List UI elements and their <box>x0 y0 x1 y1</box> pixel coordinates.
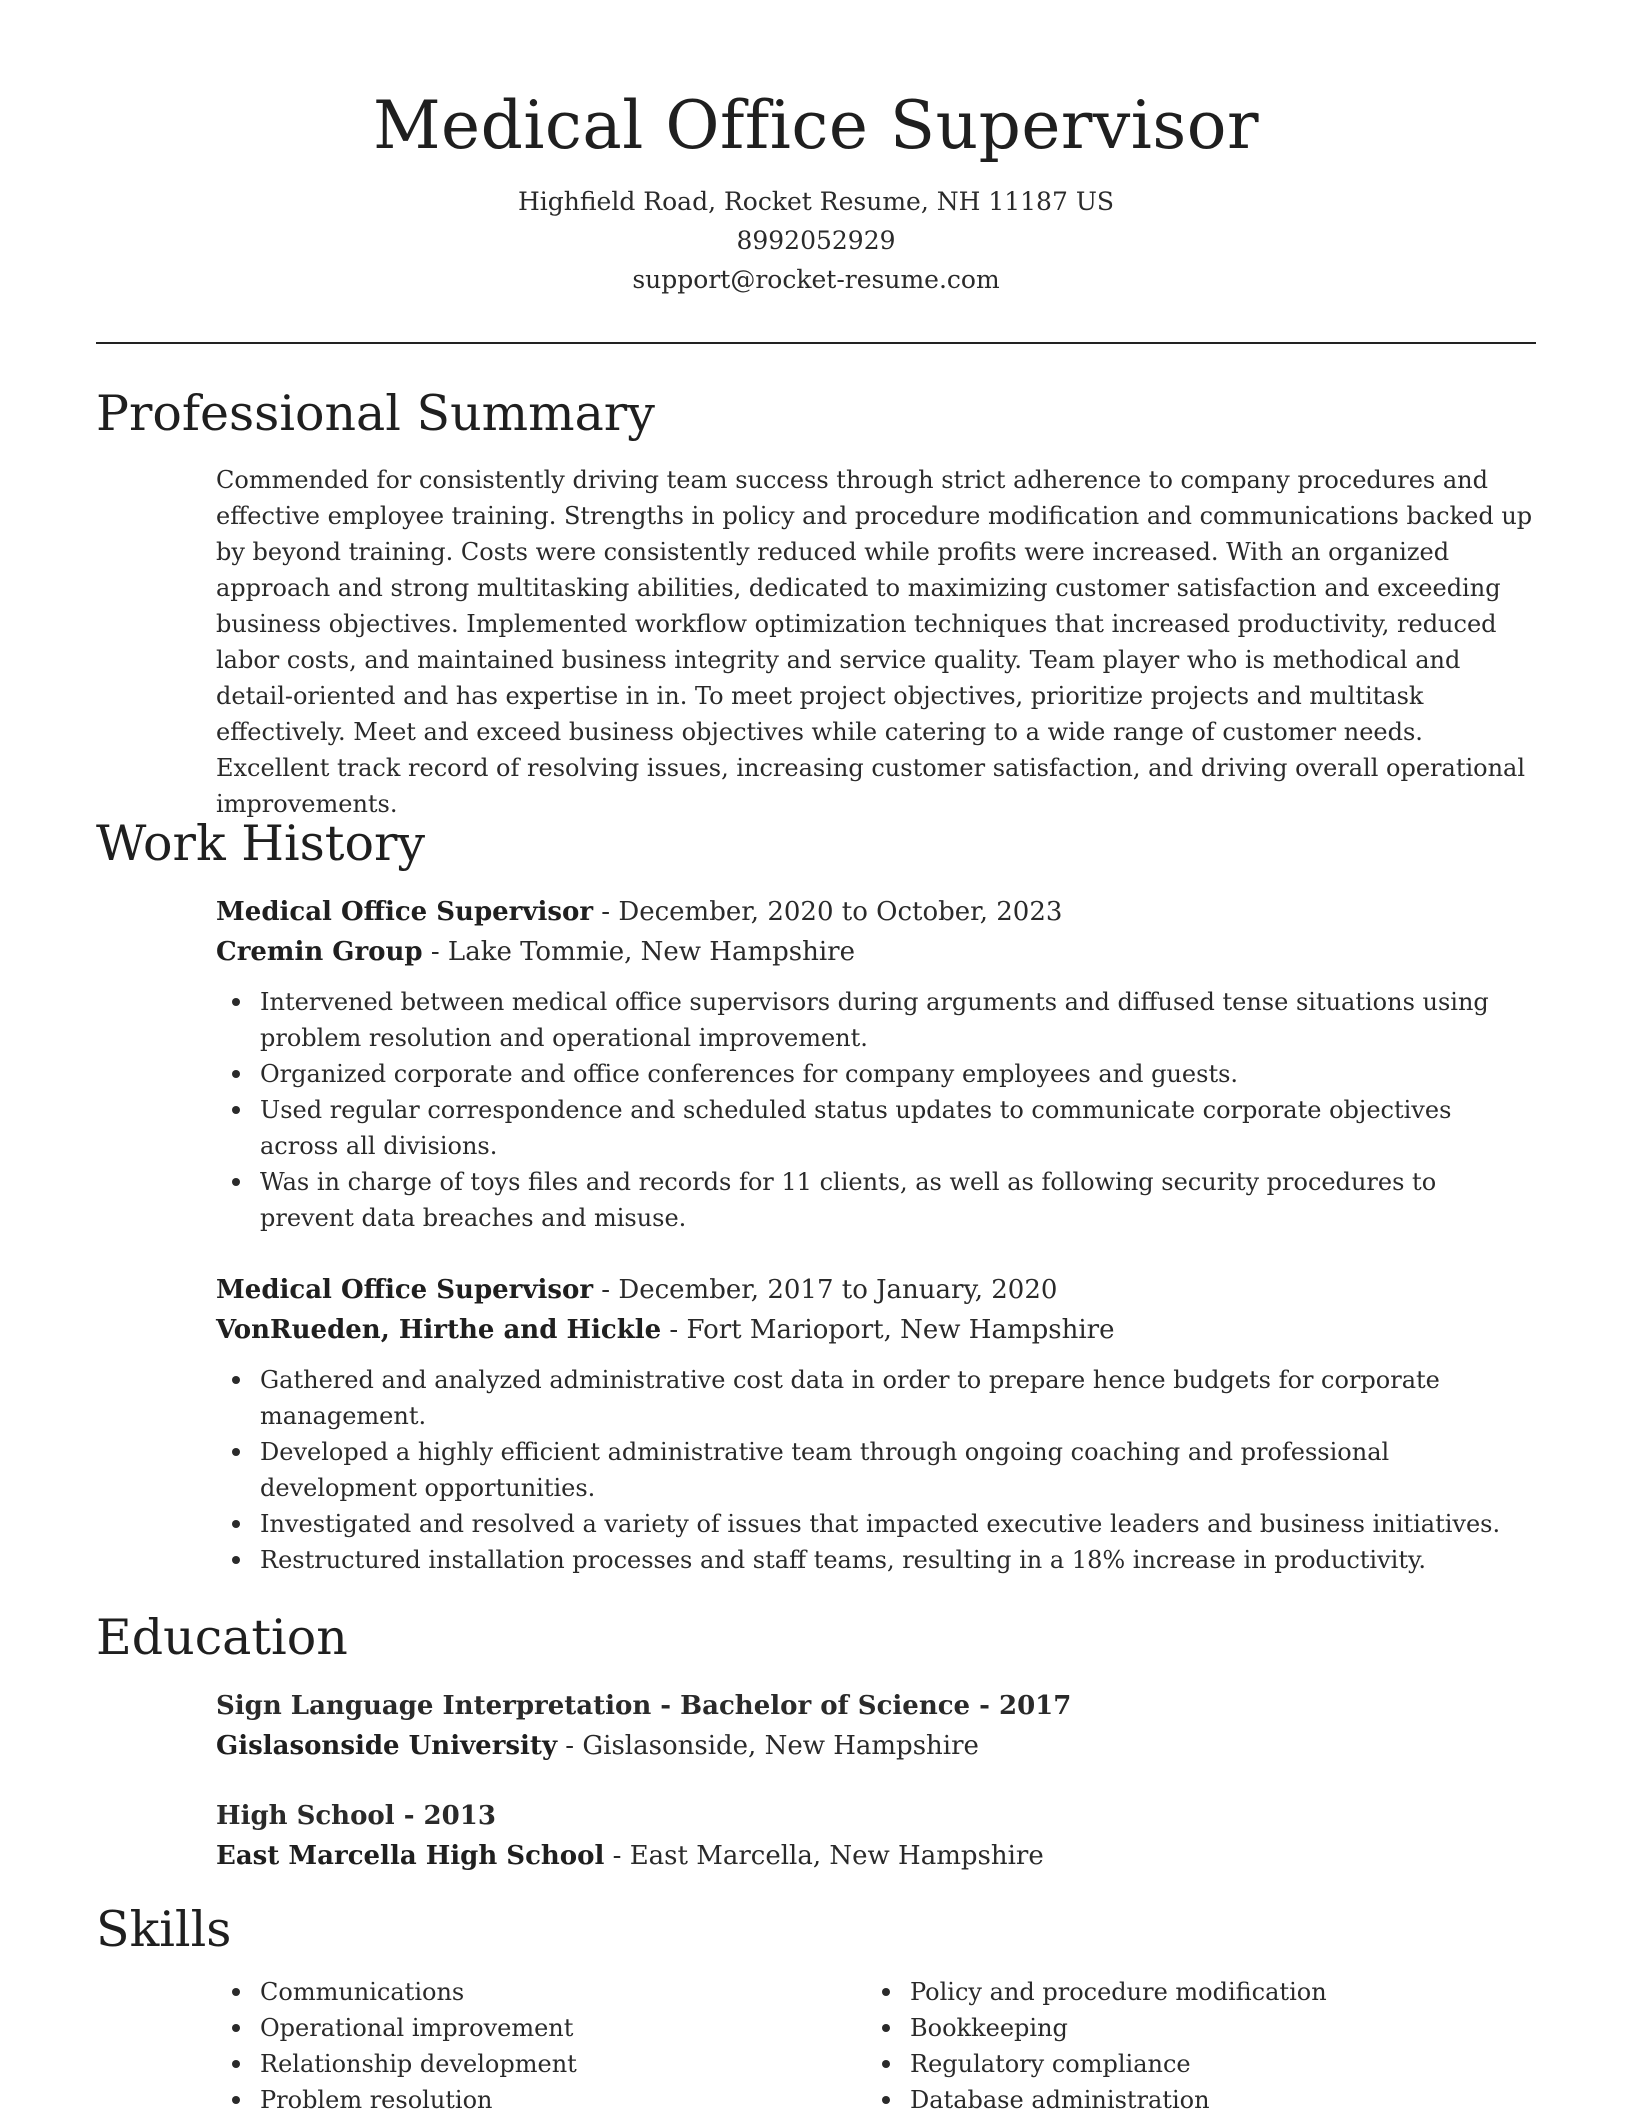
job-company-line <box>216 1310 1536 1350</box>
bullet-icon <box>232 1178 240 1186</box>
job-title-line <box>216 892 1536 932</box>
job-company-line <box>216 932 1536 972</box>
skill-text: Bookkeeping <box>910 2014 1068 2042</box>
job-dates: - December, 2017 to January, 2020 <box>593 1275 1058 1305</box>
bullet-text: Gathered and analyzed administrative cost data in order to prepare hence budgets for corporate management. <box>260 1366 1440 1430</box>
bullet-icon <box>232 1106 240 1114</box>
bullet-icon <box>882 1988 890 1996</box>
bullet-icon <box>232 998 240 1006</box>
skill-text: Problem resolution <box>260 2086 493 2114</box>
bullet-text: Developed a highly efficient administrative team through ongoing coaching and professional development opportunities. <box>260 1438 1390 1502</box>
header-divider <box>96 342 1536 344</box>
contact-email: support@rocket-resume.com <box>632 265 1000 294</box>
skills-bullets <box>866 1974 1516 2118</box>
list-item <box>260 2010 866 2046</box>
list-item <box>260 1056 1536 1092</box>
education-location: - East Marcella, New Hampshire <box>604 1841 1044 1871</box>
bullet-icon <box>232 1520 240 1528</box>
job-entry <box>216 1270 1536 1578</box>
job-role: Medical Office Supervisor <box>216 1275 594 1305</box>
bullet-icon <box>232 2096 240 2104</box>
list-item <box>260 1434 1536 1506</box>
contact-phone: 8992052929 <box>736 226 896 255</box>
education-entry <box>216 1686 1536 1766</box>
education-entry <box>216 1796 1536 1876</box>
summary-text: Commended for consistently driving team success through strict adherence to company procedures and effective employee training. Strengths in policy and procedure modification and communications backed up by beyond training. Costs were consistently reduced while profits were increased. With an organized approach and strong multitasking abilities, dedicated to maximizing customer satisfaction and exceeding business objectives. Implemented workflow optimization techniques that increased productivity, reduced labor costs, and maintained business integrity and service quality. Team player who is methodical and detail-oriented and has expertise in in. To meet project objectives, prioritize projects and multitask effectively. Meet and exceed business objectives while catering to a wide range of customer needs. Excellent track record of resolving issues, increasing customer satisfaction, and driving overall operational improvements. <box>216 466 1533 818</box>
skill-text: Operational improvement <box>260 2014 574 2042</box>
job-dates: - December, 2020 to October, 2023 <box>593 897 1063 927</box>
bullet-icon <box>882 2024 890 2032</box>
summary-block <box>216 462 1536 822</box>
list-item <box>260 1974 866 2010</box>
education-degree: Sign Language Interpretation - Bachelor of Science - 2017 <box>216 1691 1072 1721</box>
job-bullets <box>216 1362 1536 1578</box>
list-item <box>260 2046 866 2082</box>
bullet-text: Was in charge of toys files and records for 11 clients, as well as following security procedures to prevent data breaches and misuse. <box>260 1168 1437 1232</box>
skills-list <box>216 1974 1536 2118</box>
bullet-text: Organized corporate and office conferences for company employees and guests. <box>260 1060 1239 1088</box>
list-item <box>910 2046 1516 2082</box>
summary-heading: Professional Summary <box>96 385 655 442</box>
work-history-heading: Work History <box>96 815 426 872</box>
bullet-text: Restructured installation processes and staff teams, resulting in a 18% increase in productivity. <box>260 1546 1426 1574</box>
job-company: Cremin Group <box>216 937 423 967</box>
skill-text: Communications <box>260 1978 465 2006</box>
bullet-icon <box>882 2060 890 2068</box>
bullet-icon <box>232 1376 240 1384</box>
skills-column-left <box>216 1974 866 2118</box>
skill-text: Regulatory compliance <box>910 2050 1191 2078</box>
job-company: VonRueden, Hirthe and Hickle <box>216 1315 662 1345</box>
skills-heading: Skills <box>96 1901 232 1958</box>
list-item <box>260 2082 866 2118</box>
skills-bullets <box>216 1974 866 2118</box>
bullet-text: Intervened between medical office supervisors during arguments and diffused tense situations using problem resolution and operational improvement. <box>260 988 1489 1052</box>
job-entry <box>216 892 1536 1236</box>
job-location: - Fort Marioport, New Hampshire <box>661 1315 1115 1345</box>
job-role: Medical Office Supervisor <box>216 897 594 927</box>
list-item <box>910 2082 1516 2118</box>
skills-column-right <box>866 1974 1516 2118</box>
list-item <box>260 1362 1536 1434</box>
bullet-icon <box>882 2096 890 2104</box>
bullet-icon <box>232 2024 240 2032</box>
list-item <box>910 2010 1516 2046</box>
bullet-text: Used regular correspondence and scheduled status updates to communicate corporate objectives across all divisions. <box>260 1096 1452 1160</box>
list-item <box>260 1164 1536 1236</box>
list-item <box>910 1974 1516 2010</box>
bullet-text: Investigated and resolved a variety of issues that impacted executive leaders and business initiatives. <box>260 1510 1501 1538</box>
job-bullets <box>216 984 1536 1236</box>
education-location: - Gislasonside, New Hampshire <box>557 1731 979 1761</box>
list-item <box>260 984 1536 1056</box>
bullet-icon <box>232 1556 240 1564</box>
education-school-line <box>216 1836 1536 1876</box>
list-item <box>260 1092 1536 1164</box>
contact-address: Highfield Road, Rocket Resume, NH 11187 US <box>517 187 1115 216</box>
candidate-title: Medical Office Supervisor <box>372 87 1260 164</box>
bullet-icon <box>232 1988 240 1996</box>
bullet-icon <box>232 2060 240 2068</box>
bullet-icon <box>232 1448 240 1456</box>
education-heading: Education <box>96 1609 348 1666</box>
bullet-icon <box>232 1070 240 1078</box>
skill-text: Policy and procedure modification <box>910 1978 1327 2006</box>
education-school: East Marcella High School <box>216 1841 605 1871</box>
education-school-line <box>216 1726 1536 1766</box>
resume-header <box>96 80 1536 299</box>
list-item <box>260 1542 1536 1578</box>
skill-text: Database administration <box>910 2086 1210 2114</box>
education-school: Gislasonside University <box>216 1731 558 1761</box>
list-item <box>260 1506 1536 1542</box>
job-title-line <box>216 1270 1536 1310</box>
education-degree: High School - 2013 <box>216 1801 496 1831</box>
job-location: - Lake Tommie, New Hampshire <box>422 937 855 967</box>
skill-text: Relationship development <box>260 2050 577 2078</box>
